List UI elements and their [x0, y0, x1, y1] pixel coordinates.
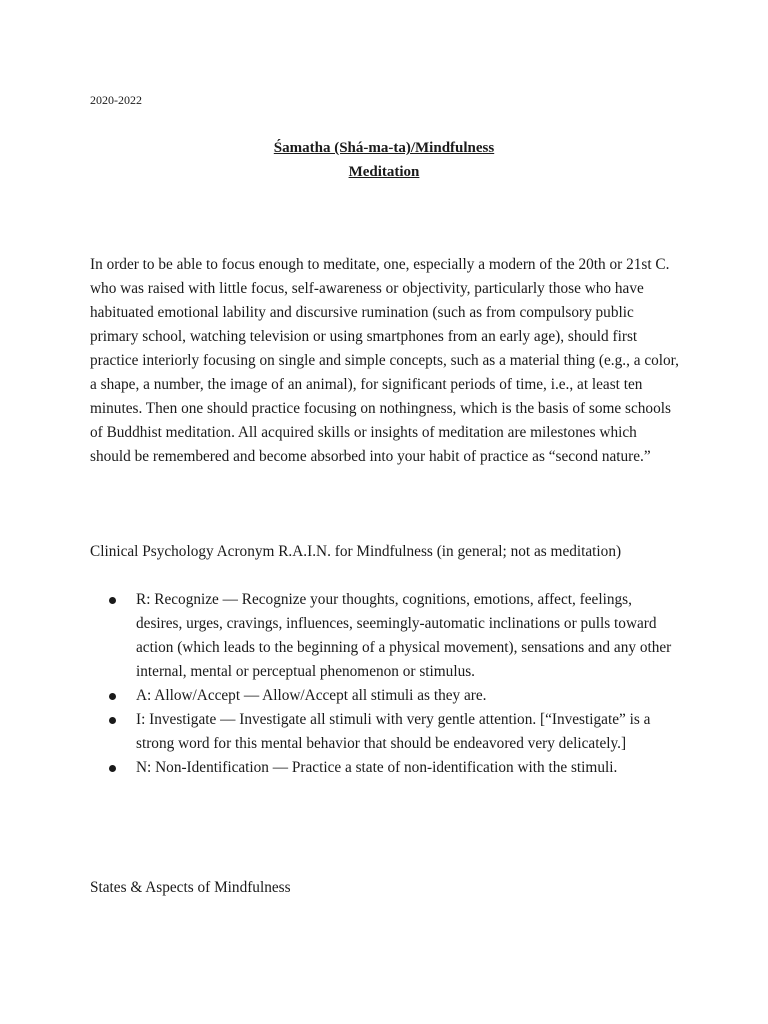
states-heading: States & Aspects of Mindfulness	[90, 879, 291, 896]
bullet-icon	[109, 693, 116, 700]
intro-paragraph: In order to be able to focus enough to meditate, one, especially a modern of the 20th or 21st C. who was raised with little focus, self-awareness or objectivity, particularly those who have habituated emotional lability and discursive rumination (such as from compulsory public primary school, watching television or using smartphones from an early age), should first practice interiorly focusing on single and simple concepts, such as a material thing (e.g., a color, a shape, a number, the image of an animal), for significant periods of time, i.e., at least ten minutes. Then one should practice focusing on nothingness, which is the basis of some schools of Buddhist meditation. All acquired skills or insights of meditation are milestones which should be remembered and become absorbed into your habit of practice as “second nature.”	[90, 256, 679, 465]
list-item	[90, 684, 680, 708]
title-line-1: Śamatha (Shá-ma-ta)/Mindfulness	[273, 140, 495, 156]
list-item	[90, 708, 680, 756]
list-item	[90, 588, 680, 684]
list-item-text: I: Investigate — Investigate all stimuli with very gentle attention. [“Investigate” is a strong word for this mental behavior that should be endeavored very delicately.]	[136, 711, 651, 752]
bullet-icon	[109, 717, 116, 724]
list-item-text: A: Allow/Accept — Allow/Accept all stimuli as they are.	[136, 687, 487, 704]
document-date: 2020-2022	[90, 93, 142, 107]
rain-heading: Clinical Psychology Acronym R.A.I.N. for Mindfulness (in general; not as meditation)	[90, 543, 622, 560]
document-title	[0, 136, 768, 184]
bullet-icon	[109, 597, 116, 604]
title-line-2: Meditation	[348, 164, 420, 180]
bullet-icon	[109, 765, 116, 772]
list-item-text: N: Non-Identification — Practice a state of non-identification with the stimuli.	[136, 759, 618, 776]
list-item-text: R: Recognize — Recognize your thoughts, cognitions, emotions, affect, feelings, desires, urges, cravings, influences, seemingly-automatic inclinations or pulls toward action (which leads to the beginning of a physical movement), sensations and any other internal, mental or perceptual phenomenon or stimulus.	[136, 591, 672, 680]
rain-bullet-list	[90, 588, 680, 780]
list-item	[90, 756, 680, 780]
